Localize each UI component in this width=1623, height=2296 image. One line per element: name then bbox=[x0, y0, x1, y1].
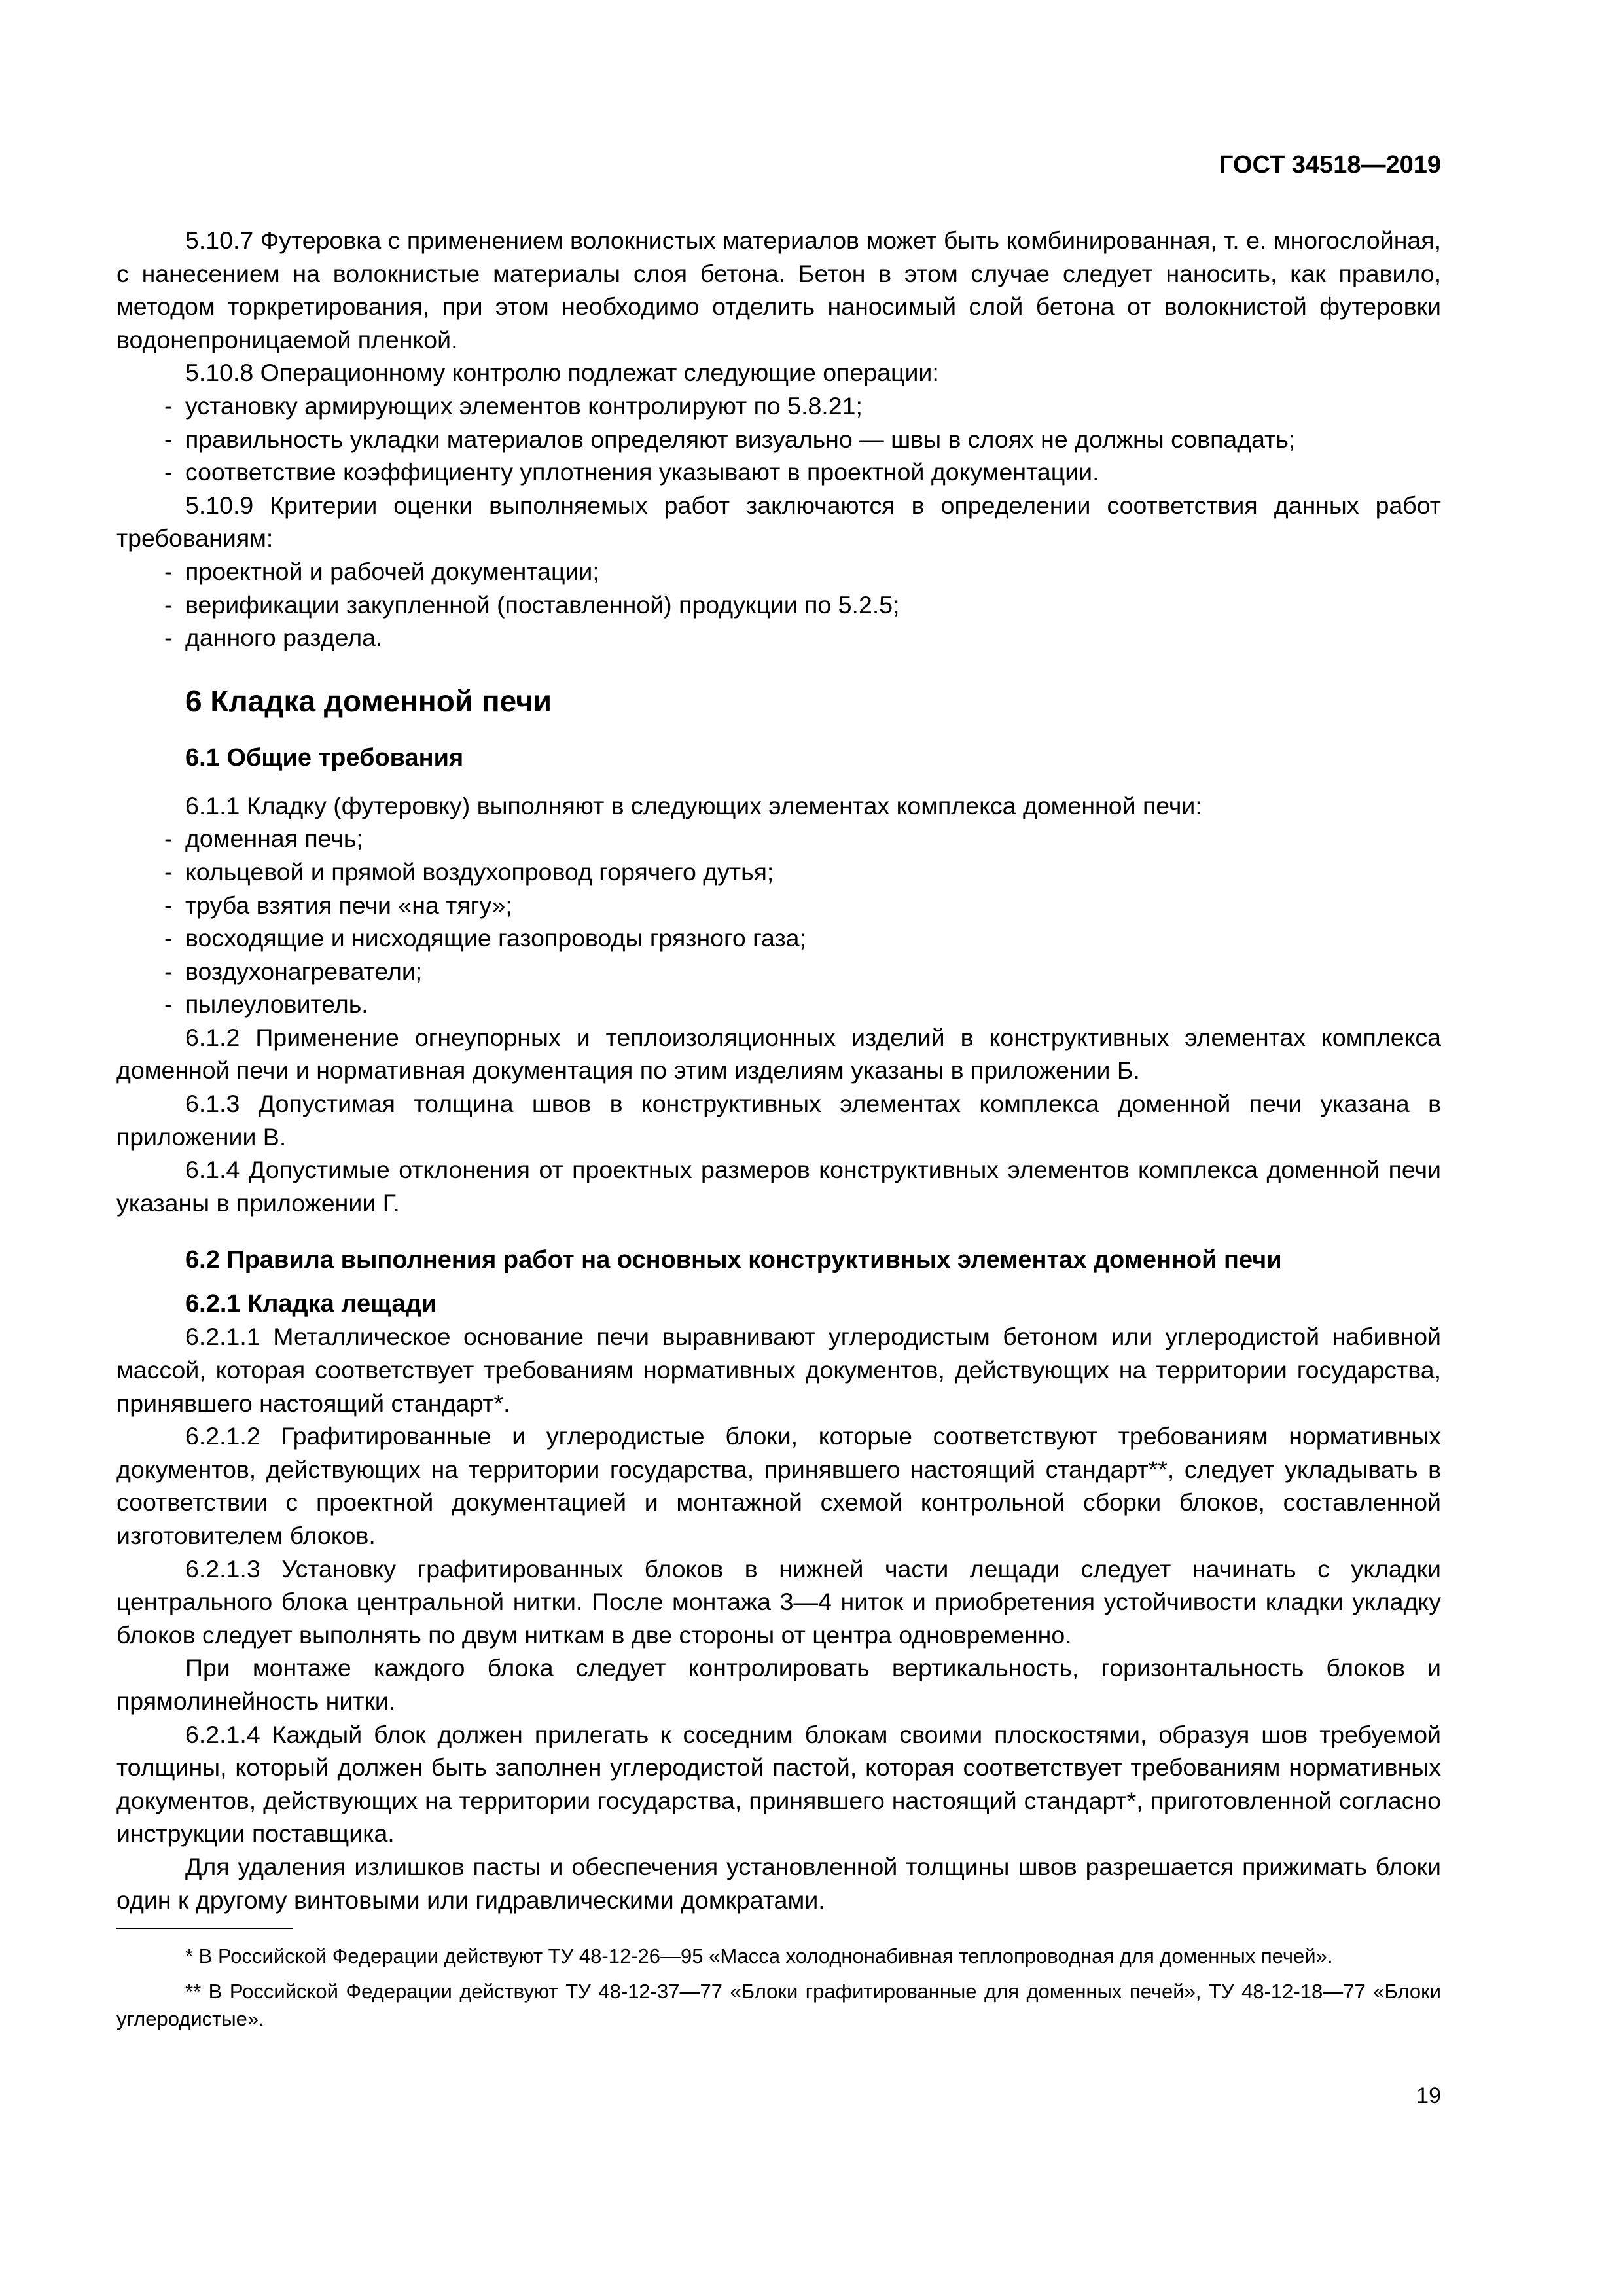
list-item-text: пылеуловитель. bbox=[185, 990, 368, 1018]
clause-6-1-2: 6.1.2 Применение огнеупорных и теплоизоляционных изделий в конструктивных элементах комплекса доменной печи и нормативная документация по этим изделиям указаны в приложении Б. bbox=[116, 1023, 1441, 1085]
list-dash: - bbox=[164, 825, 173, 853]
list-item bbox=[116, 423, 1441, 456]
clause-6-2-1-3: 6.2.1.3 Установку графитированных блоков в нижней части лещади следует начинать с укладки центрального блока центральной нитки. После монтажа 3—4 ниток и приобретения устойчивости кладки укладку блоков следует выполнять по двум ниткам в две стороны от центра одновременно. bbox=[116, 1554, 1441, 1649]
list-dash: - bbox=[164, 624, 173, 652]
subsection-heading-6-2: 6.2 Правила выполнения работ на основных конструктивных элементах доменной печи bbox=[185, 1246, 1282, 1274]
list-dash: - bbox=[164, 391, 173, 420]
clause-5-10-9: 5.10.9 Критерии оценки выполняемых работ заключаются в определении соответствия данных работ требованиям: bbox=[116, 491, 1441, 552]
list-item bbox=[116, 988, 1441, 1021]
list-item-text: установку армирующих элементов контролируют по 5.8.21; bbox=[185, 391, 863, 420]
list-item bbox=[116, 621, 1441, 655]
list-item-text: данного раздела. bbox=[185, 624, 383, 652]
list-item bbox=[116, 555, 1441, 588]
clause-6-1-1: 6.1.1 Кладку (футеровку) выполняют в следующих элементах комплекса доменной печи: bbox=[185, 791, 1202, 819]
document-number-header: ГОСТ 34518—2019 bbox=[1219, 151, 1441, 179]
footnote-1: * В Российской Федерации действуют ТУ 48-12-26—95 «Масса холоднонабивная теплопроводная для доменных печей». bbox=[185, 1945, 1333, 1967]
list-item bbox=[116, 922, 1441, 955]
list-item-text: доменная печь; bbox=[185, 825, 363, 853]
clause-6-2-1-4-continued: Для удаления излишков пасты и обеспечения установленной толщины швов разрешается прижимать блоки один к другому винтовыми или гидравлическими домкратами. bbox=[116, 1852, 1441, 1914]
clause-5-10-7: 5.10.7 Футеровка с применением волокнистых материалов может быть комбинированная, т. е. многослойная, с нанесением на волокнистые материалы слоя бетона. Бетон в этом случае следует наносить, как правило, методом торкретирования, при этом необходимо отделить наносимый слой бетона от волокнистой футеровки водонепроницаемой пленкой. bbox=[116, 226, 1441, 353]
list-dash: - bbox=[164, 957, 173, 985]
clause-6-1-4: 6.1.4 Допустимые отклонения от проектных размеров конструктивных элементов комплекса доменной печи указаны в приложении Г. bbox=[116, 1156, 1441, 1217]
list-item bbox=[116, 588, 1441, 622]
list-item-text: труба взятия печи «на тягу»; bbox=[185, 891, 512, 919]
clause-6-2-1-3-continued: При монтаже каждого блока следует контролировать вертикальность, горизонтальность блоков и прямолинейность нитки. bbox=[116, 1654, 1441, 1715]
list-item-text: соответствие коэффициенту уплотнения указывают в проектной документации. bbox=[185, 458, 1099, 486]
footnote-2: ** В Российской Федерации действуют ТУ 48-12-37—77 «Блоки графитированные для доменных печей», ТУ 48-12-18—77 «Блоки углеродистые». bbox=[116, 1980, 1441, 2030]
document-body bbox=[116, 224, 1441, 1916]
list-dash: - bbox=[164, 990, 173, 1018]
list-item-text: проектной и рабочей документации; bbox=[185, 557, 599, 585]
list-item bbox=[116, 456, 1441, 489]
list-dash: - bbox=[164, 590, 173, 619]
footnotes bbox=[116, 1943, 1441, 2041]
page-number: 19 bbox=[1416, 2083, 1441, 2108]
clause-6-2-1-4: 6.2.1.4 Каждый блок должен прилегать к соседним блокам своими плоскостями, образуя шов требуемой толщины, который должен быть заполнен углеродистой пастой, которая соответствует требованиям нормативных документов, действующих на территории государства, принявшего настоящий стандарт*, приготовленной согласно инструкции поставщика. bbox=[116, 1720, 1441, 1848]
document-page bbox=[116, 0, 1441, 2296]
list-dash: - bbox=[164, 924, 173, 952]
section-heading-6: 6 Кладка доменной печи bbox=[185, 683, 552, 718]
list-item bbox=[116, 955, 1441, 988]
clause-6-2-1-2: 6.2.1.2 Графитированные и углеродистые блоки, которые соответствуют требованиям нормативных документов, действующих на территории государства, принявшего настоящий стандарт**, следует укладывать в соответствии с проектной документацией и монтажной схемой контрольной сборки блоков, составленной изготовителем блоков. bbox=[116, 1422, 1441, 1549]
list-item bbox=[116, 822, 1441, 855]
list-item-text: верификации закупленной (поставленной) продукции по 5.2.5; bbox=[185, 590, 900, 619]
clause-6-1-3: 6.1.3 Допустимая толщина швов в конструктивных элементах комплекса доменной печи указана в приложении В. bbox=[116, 1090, 1441, 1151]
list-item bbox=[116, 855, 1441, 889]
footnote-separator bbox=[116, 1928, 293, 1929]
list-item bbox=[116, 889, 1441, 922]
list-dash: - bbox=[164, 857, 173, 886]
list-dash: - bbox=[164, 425, 173, 453]
list-dash: - bbox=[164, 557, 173, 585]
clause-5-10-8: 5.10.8 Операционному контролю подлежат следующие операции: bbox=[185, 359, 939, 387]
clause-6-2-1-1: 6.2.1.1 Металлическое основание печи выравнивают углеродистым бетоном или углеродистой набивной массой, которая соответствует требованиям нормативных документов, действующих на территории государства, принявшего настоящий стандарт*. bbox=[116, 1323, 1441, 1417]
list-dash: - bbox=[164, 458, 173, 486]
subsection-heading-6-1: 6.1 Общие требования bbox=[185, 744, 464, 772]
list-item-text: правильность укладки материалов определяют визуально — швы в слоях не должны совпадать; bbox=[185, 425, 1296, 453]
subsection-heading-6-2-1: 6.2.1 Кладка лещади bbox=[185, 1290, 437, 1318]
list-item bbox=[116, 389, 1441, 423]
list-item-text: кольцевой и прямой воздухопровод горячего дутья; bbox=[185, 857, 774, 886]
list-dash: - bbox=[164, 891, 173, 919]
list-item-text: восходящие и нисходящие газопроводы грязного газа; bbox=[185, 924, 806, 952]
list-item-text: воздухонагреватели; bbox=[185, 957, 423, 985]
